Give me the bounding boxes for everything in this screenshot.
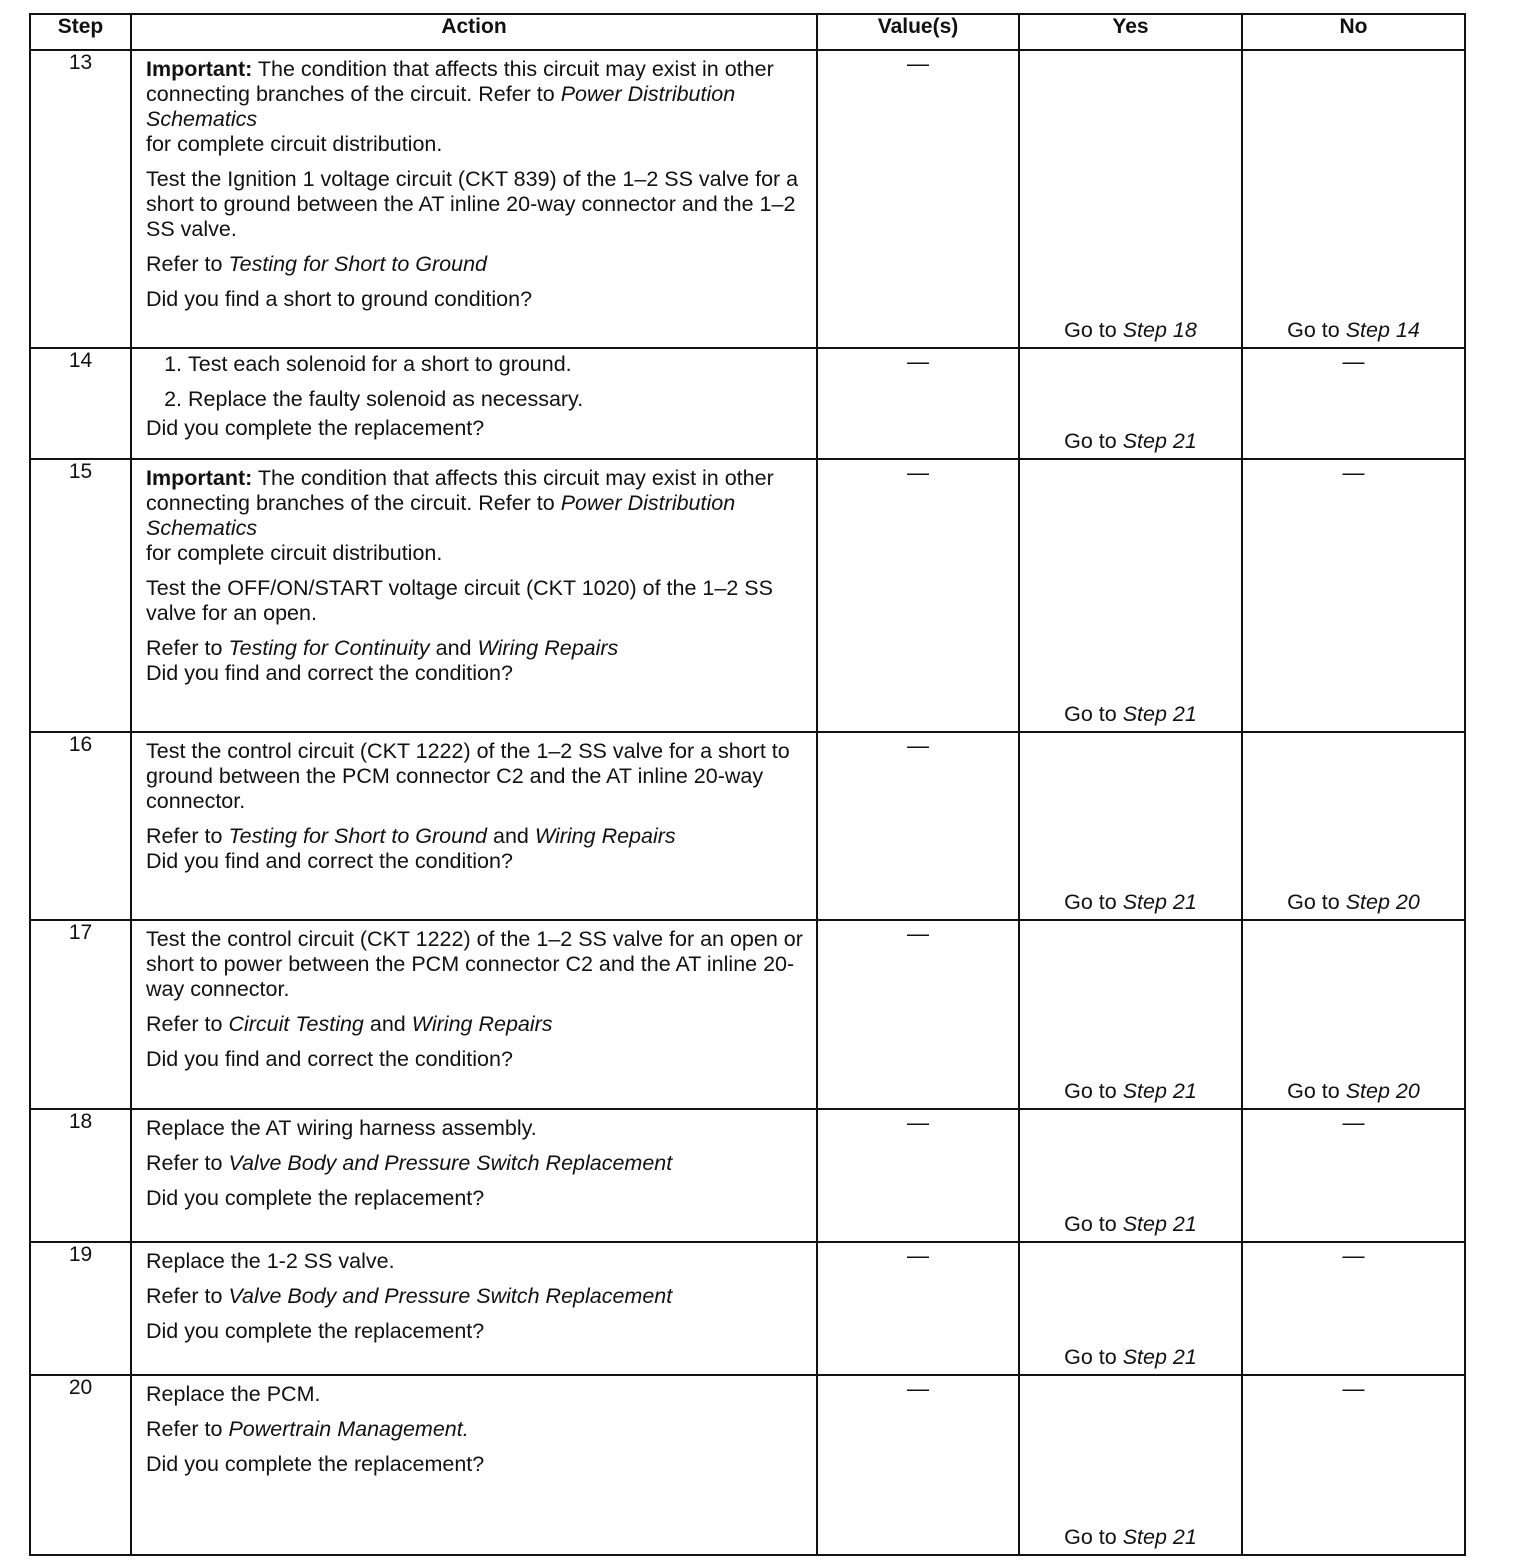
action-text: Replace the PCM. [146,1382,321,1406]
action-list [146,352,806,412]
step-number: 19 [30,1242,131,1375]
step-number: 14 [30,348,131,459]
no-cell: — [1242,1109,1465,1242]
action-text: Test the control circuit (CKT 1222) of the 1–2 SS valve for a short to ground between the PCM connector C2 and the AT inline 20-way connector. [146,739,790,813]
action-cell [131,459,817,732]
no-cell: — [1242,348,1465,459]
table-row [30,1375,1465,1555]
action-cell [131,1242,817,1375]
yes-cell: Go to Step 21 [1019,1375,1242,1555]
question-text: Did you complete the replacement? [146,1319,485,1343]
yes-cell: Go to Step 21 [1019,348,1242,459]
value-cell: — [817,1375,1019,1555]
no-cell: — [1242,459,1465,732]
action-text: Test the OFF/ON/START voltage circuit (CKT 1020) of the 1–2 SS valve for an open. [146,576,773,625]
header-action: Action [131,14,817,50]
no-cell: — [1242,1242,1465,1375]
refer-text: Refer to Powertrain Management. [146,1417,469,1441]
action-text: Replace the 1-2 SS valve. [146,1249,395,1273]
question-text: Did you find and correct the condition? [146,661,513,685]
action-cell [131,1375,817,1555]
action-cell [131,50,817,348]
table-row [30,732,1465,920]
table-header-row [30,14,1465,50]
table-row [30,459,1465,732]
value-cell: — [817,50,1019,348]
action-cell [131,348,817,459]
table-row [30,920,1465,1109]
action-cell [131,1109,817,1242]
action-text: Test the control circuit (CKT 1222) of the 1–2 SS valve for an open or short to power between the PCM connector C2 and the AT inline 20-way connector. [146,927,803,1001]
refer-text: Refer to Testing for Short to Ground and Wiring Repairs [146,824,676,848]
yes-cell: Go to Step 21 [1019,1109,1242,1242]
step-number: 15 [30,459,131,732]
action-text: Test the Ignition 1 voltage circuit (CKT 839) of the 1–2 SS valve for a short to ground between the AT inline 20-way connector and the 1–2 SS valve. [146,167,799,241]
table-row [30,1109,1465,1242]
action-cell [131,732,817,920]
question-text: Did you complete the replacement? [146,1452,485,1476]
header-no: No [1242,14,1465,50]
action-cell [131,920,817,1109]
yes-cell: Go to Step 21 [1019,459,1242,732]
important-note: Important: The condition that affects this circuit may exist in other connecting branches of the circuit. Refer to Power Distribution Schematics for complete circuit distribution. [146,466,774,565]
step-number: 13 [30,50,131,348]
important-note: Important: The condition that affects this circuit may exist in other connecting branches of the circuit. Refer to Power Distribution Schematics for complete circuit distribution. [146,57,774,156]
diagnostic-table [29,13,1466,1556]
action-text: Replace the AT wiring harness assembly. [146,1116,537,1140]
yes-cell: Go to Step 21 [1019,920,1242,1109]
value-cell: — [817,1242,1019,1375]
value-cell: — [817,459,1019,732]
question-text: Did you complete the replacement? [146,416,485,440]
refer-text: Refer to Testing for Continuity and Wiring Repairs [146,636,619,660]
question-text: Did you find a short to ground condition? [146,287,533,311]
no-cell: Go to Step 20 [1242,920,1465,1109]
header-values: Value(s) [817,14,1019,50]
list-item: 2. Replace the faulty solenoid as necessary. [188,387,806,412]
table-row [30,50,1465,348]
yes-cell: Go to Step 18 [1019,50,1242,348]
refer-text: Refer to Valve Body and Pressure Switch Replacement [146,1284,673,1308]
question-text: Did you find and correct the condition? [146,849,513,873]
value-cell: — [817,920,1019,1109]
table-row [30,1242,1465,1375]
header-yes: Yes [1019,14,1242,50]
value-cell: — [817,732,1019,920]
yes-cell: Go to Step 21 [1019,732,1242,920]
refer-text: Refer to Testing for Short to Ground [146,252,488,276]
question-text: Did you complete the replacement? [146,1186,485,1210]
header-step: Step [30,14,131,50]
no-cell: Go to Step 20 [1242,732,1465,920]
refer-text: Refer to Valve Body and Pressure Switch Replacement [146,1151,673,1175]
value-cell: — [817,1109,1019,1242]
question-text: Did you find and correct the condition? [146,1047,513,1071]
step-number: 16 [30,732,131,920]
no-cell: — [1242,1375,1465,1555]
yes-cell: Go to Step 21 [1019,1242,1242,1375]
list-item: 1. Test each solenoid for a short to ground. [188,352,806,377]
no-cell: Go to Step 14 [1242,50,1465,348]
step-number: 20 [30,1375,131,1555]
value-cell: — [817,348,1019,459]
step-number: 17 [30,920,131,1109]
table-row [30,348,1465,459]
step-number: 18 [30,1109,131,1242]
refer-text: Refer to Circuit Testing and Wiring Repairs [146,1012,553,1036]
